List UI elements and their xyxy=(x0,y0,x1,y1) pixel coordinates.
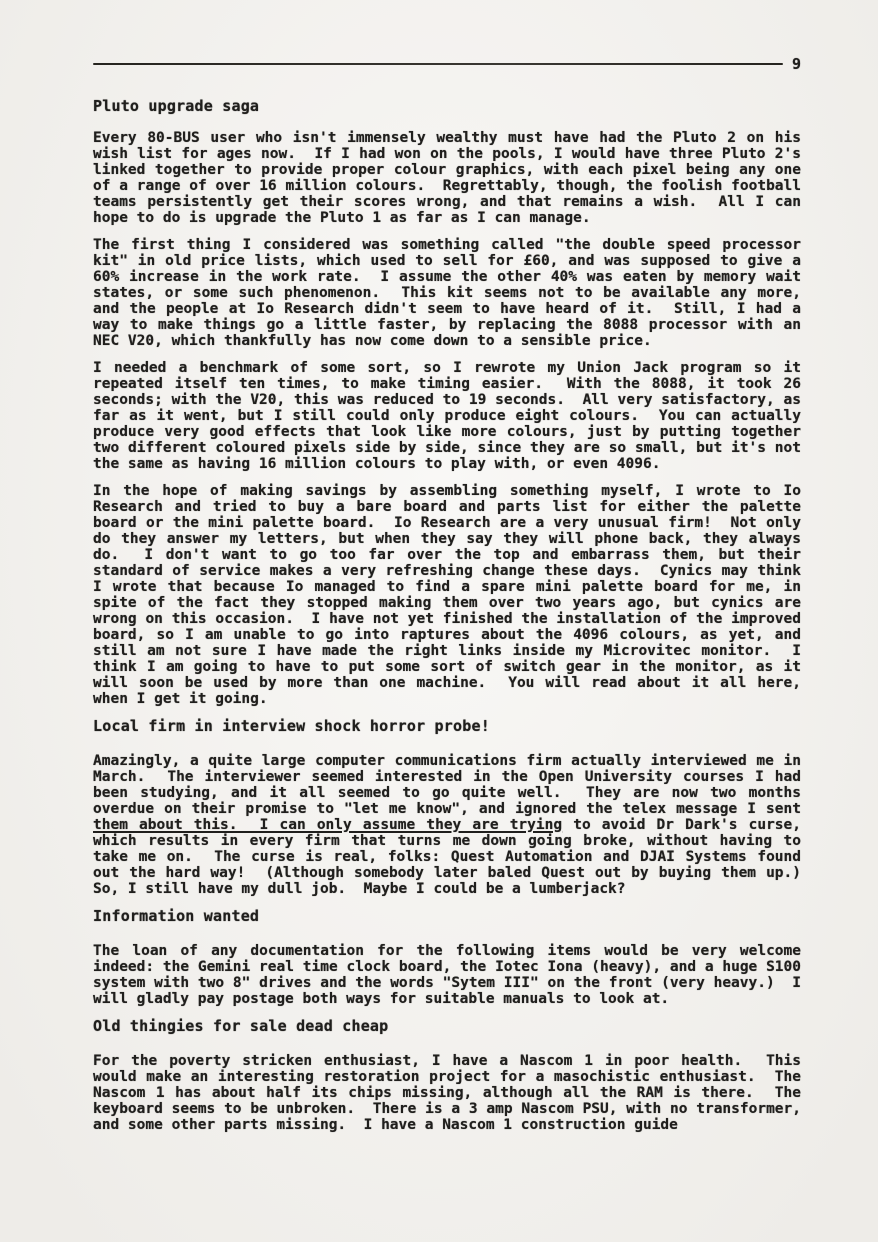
paragraph-pluto-1: Every 80-BUS user who isn't immensely wealthy must have had the Pluto 2 on his wish list for ages now. If I had won on the pools, I would have three Pluto 2's linked together to provide proper colour graphics, with each pixel being any one of a range of over 16 million colours. Regrettably, though, the foolish football teams persistently get their scores wrong, and that remains a wish. All I can hope to do is upgrade the Pluto 1 as far as I can manage. xyxy=(93,130,810,226)
paragraph-pluto-4: In the hope of making savings by assembling something myself, I wrote to Io Research and tried to buy a bare board and parts list for either the palette board or the mini palette board. Io Research are a very unusual firm! Not only do they answer my letters, but when they say they will phone back, they always do. I don't want to go too far over the top and embarrass them, but their standard of service makes a very refreshing change these days. Cynics may think I wrote that because Io managed to find a spare mini palette board for me, in spite of the fact they stopped making them over two years ago, but cynics are wrong on this occasion. I have not yet finished the installation of the improved board, so I am unable to go into raptures about the 4096 colours, as yet, and still am not sure I have made the right links inside my Microvitec monitor. I think I am going to have to put some sort of switch gear in the monitor, as it will soon be used by more than one machine. You will read about it all here, when I get it going. xyxy=(93,483,810,707)
section-heading-pluto-upgrade-saga: Pluto upgrade saga xyxy=(93,97,260,115)
paragraph-pluto-2: The first thing I considered was something called "the double speed processor kit" in old price lists, which used to sell for £60, and was supposed to give a 60% increase in the work rate. I assume the other 40% was eaten by memory wait states, or some such phenomenon. This kit seems not to be available any more, and the people at Io Research didn't seem to have heard of it. Still, I had a way to make things go a little faster, by replacing the 8088 processor with an NEC V20, which thankfully has now come down to a sensible price. xyxy=(93,237,810,349)
page-content xyxy=(93,55,819,1144)
paragraph-text-before: Amazingly, a quite large computer communications firm actually interviewed me in March. The interviewer seemed interested in the Open University courses I had been studying, and it all seemed to go quite well. They are now two months overdue on their promise to "let me know", and ignored the telex message I sent xyxy=(93,753,810,817)
paragraph-old-thingies: For the poverty stricken enthusiast, I have a Nascom 1 in poor health. This would make an interesting restoration project for a masochistic enthusiast. The Nascom 1 has about half its chips missing, although all the RAM is there. The keyboard seems to be unbroken. There is a 3 amp Nascom PSU, with no transformer, and some other parts missing. I have a Nascom 1 construction guide xyxy=(93,1053,810,1133)
section-heading-old-thingies: Old thingies for sale dead cheap xyxy=(93,1017,389,1035)
header-rule xyxy=(93,63,783,65)
paragraph-pluto-3: I needed a benchmark of some sort, so I rewrote my Union Jack program so it repeated itself ten times, to make timing easier. With the 8088, it took 26 seconds; with the V20, this was reduced to 19 seconds. All very satisfactory, as far as it went, but I still could only produce eight colours. You can actually produce very good effects that look like more colours, just by putting together two different coloured pixels side by side, since they are so small, but it's not the same as having 16 million colours to play with, or even 4096. xyxy=(93,360,810,472)
paragraph-information-wanted: The loan of any documentation for the following items would be very welcome indeed: the Gemini real time clock board, the Iotec Iona (heavy), and a huge S100 system with two 8" drives and the words "Sytem III" on the front (very heavy.) I will gladly pay postage both ways for suitable manuals to look at. xyxy=(93,943,810,1007)
page-header xyxy=(93,56,801,72)
section-heading-information-wanted: Information wanted xyxy=(93,907,260,925)
paragraph-text-after: to avoid Dr Dark's curse, which results in every firm that turns me down going broke, without having to take me on. The curse is real, folks: Quest Automation and DJAI Systems found out the hard way! (Although somebody later baled Quest out by buying them up.) So, I still have my dull job. Maybe I could be a lumberjack? xyxy=(93,817,819,897)
page-number: 9 xyxy=(791,55,801,73)
underlined-text: them about this. I can only assume they are trying xyxy=(93,817,563,833)
section-heading-local-firm: Local firm in interview shock horror probe! xyxy=(93,717,490,735)
paragraph-local-firm xyxy=(93,753,819,897)
